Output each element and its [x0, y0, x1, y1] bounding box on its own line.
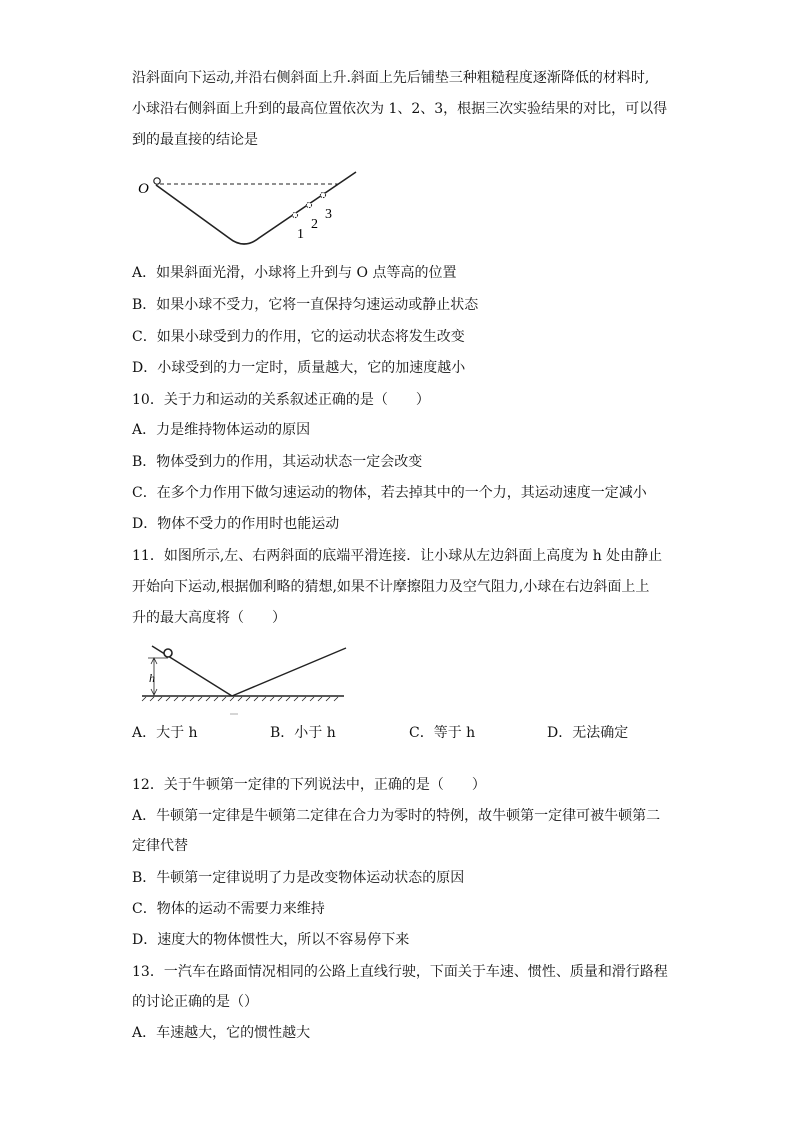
q11-option-b: B．小于 h [270, 725, 336, 741]
q10-option-b: B．物体受到力的作用，其运动状态一定会改变 [132, 454, 423, 470]
q9-option-b: B．如果小球不受力，它将一直保持匀速运动或静止状态 [132, 297, 479, 313]
q9-option-d: D．小球受到的力一定时，质量越大，它的加速度越小 [132, 360, 466, 376]
q13-stem-line-1: 13．一汽车在路面情况相同的公路上直线行驶，下面关于车速、惯性、质量和滑行路程 [132, 964, 668, 980]
q11-option-a: A．大于 h [132, 725, 198, 741]
ball [164, 649, 172, 657]
q12-stem: 12．关于牛顿第一定律的下列说法中，正确的是（ ） [132, 777, 486, 793]
q12-option-a-line-2: 定律代替 [132, 838, 188, 854]
q9-stem-line-2: 小球沿右侧斜面上升到的最高位置依次为 1、2、3，根据三次实验结果的对比，可以得 [132, 101, 668, 117]
q13-option-a: A．车速越大，它的惯性越大 [132, 1025, 311, 1041]
label-3: 3 [325, 207, 332, 222]
q10-stem: 10．关于力和运动的关系叙述正确的是（ ） [132, 392, 430, 408]
q10-option-a: A．力是维持物体运动的原因 [132, 422, 311, 438]
label-1: 1 [297, 227, 304, 242]
label-h: h [149, 671, 155, 685]
q9-option-c: C．如果小球受到力的作用，它的运动状态将发生改变 [132, 329, 465, 345]
label-o: O [138, 181, 149, 197]
q12-option-c: C．物体的运动不需要力来维持 [132, 901, 325, 917]
right-slope [232, 648, 346, 696]
q12-option-d: D．速度大的物体惯性大，所以不容易停下来 [132, 932, 410, 948]
ball-position-3 [320, 192, 325, 197]
label-2: 2 [311, 217, 318, 232]
q10-option-c: C．在多个力作用下做匀速运动的物体，若去掉其中的一个力，其运动速度一定减小 [132, 485, 647, 501]
q11-stem-line-3: 升的最大高度将（ ） [132, 610, 286, 626]
q9-stem-line-1: 沿斜面向下运动,并沿右侧斜面上升.斜面上先后铺垫三种粗糙程度逐渐降低的材料时, [132, 70, 650, 86]
q12-option-a-line-1: A．牛顿第一定律是牛顿第二定律在合力为零时的特例，故牛顿第一定律可被牛顿第二 [132, 808, 661, 824]
ball-start [154, 178, 160, 184]
q11-stem-line-1: 11．如图所示,左、右两斜面的底端平滑连接．让小球从左边斜面上高度为 h 处由静止 [132, 548, 663, 564]
q13-stem-line-2: 的讨论正确的是（） [132, 994, 258, 1010]
q11-option-c: C．等于 h [409, 725, 476, 741]
q11-figure [134, 634, 374, 724]
q10-option-d: D．物体不受力的作用时也能运动 [132, 516, 340, 532]
q9-figure [134, 160, 374, 255]
ground-hatching [142, 697, 338, 701]
ball-position-2 [306, 202, 311, 207]
q11-stem-line-2: 开始向下运动,根据伽利略的猜想,如果不计摩擦阻力及空气阻力,小球在右边斜面上上 [132, 579, 650, 595]
q9-option-a: A．如果斜面光滑，小球将上升到与 O 点等高的位置 [132, 265, 457, 281]
q11-option-d: D．无法确定 [547, 725, 629, 741]
q12-option-b: B．牛顿第一定律说明了力是改变物体运动状态的原因 [132, 870, 465, 886]
q9-stem-line-3: 到的最直接的结论是 [132, 132, 258, 148]
ball-position-1 [292, 212, 297, 217]
